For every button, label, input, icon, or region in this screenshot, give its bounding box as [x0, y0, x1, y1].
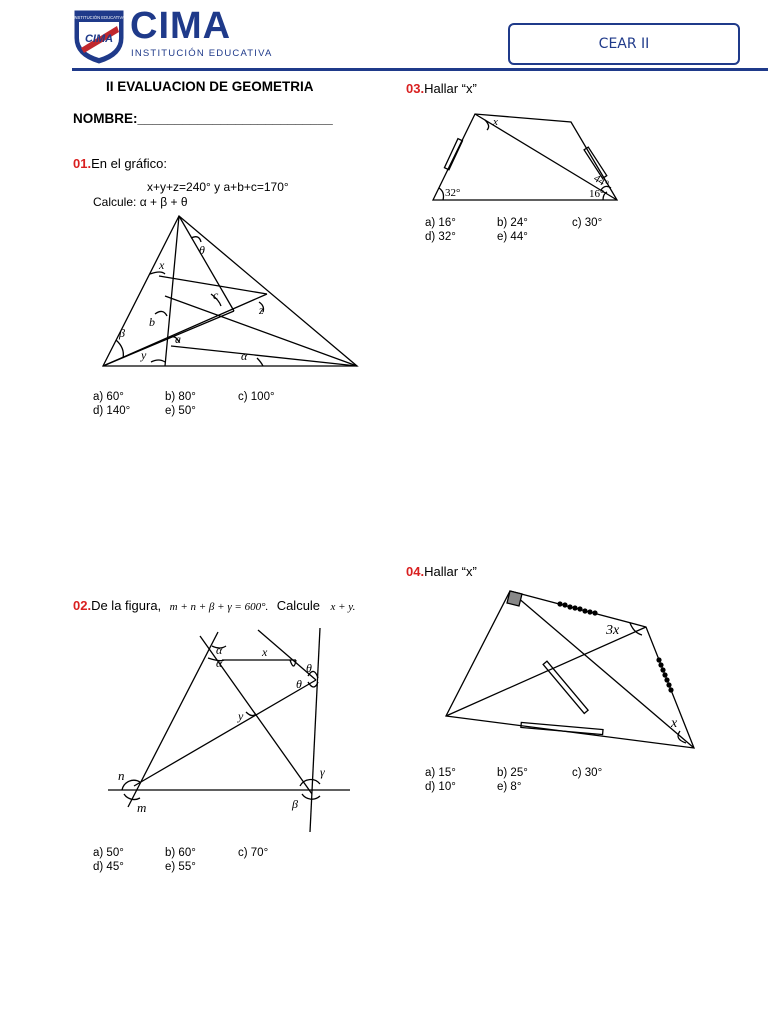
q01-figure	[95, 212, 370, 377]
q02-figure	[100, 622, 360, 840]
option: e) 55°	[165, 861, 196, 873]
congruence-bar	[521, 722, 603, 734]
label-a: a	[175, 332, 181, 346]
option: c) 70°	[238, 847, 269, 859]
option: c) 100°	[238, 391, 275, 403]
question-text: De la figura,	[91, 598, 162, 613]
angle-arc-beta	[116, 340, 123, 358]
label-beta: β	[119, 326, 125, 340]
option: d) 140°	[93, 405, 131, 417]
question-number: 01.	[73, 156, 92, 171]
question-number: 04.	[406, 564, 425, 579]
shield-top-text: INSTITUCIÓN EDUCATIVA	[73, 15, 125, 20]
question-number: 02.	[73, 598, 92, 613]
option: e) 50°	[165, 405, 196, 417]
label-theta: θ	[306, 661, 312, 675]
question-01	[73, 155, 373, 173]
label-x: x	[671, 716, 678, 731]
angle-arc-m	[124, 794, 140, 800]
name-field-label: NOMBRE:__________________________	[73, 111, 333, 126]
option: a) 16°	[425, 217, 456, 229]
cevian	[179, 216, 234, 311]
q02-ask-word: Calcule	[276, 598, 321, 613]
congruence-bar	[543, 661, 588, 713]
option: a) 60°	[93, 391, 124, 403]
option: b) 80°	[165, 391, 196, 403]
option: a) 15°	[425, 767, 456, 779]
label-32: 32°	[445, 187, 461, 199]
option: b) 24°	[497, 217, 528, 229]
label-x: x	[493, 116, 498, 128]
label-y: y	[141, 348, 147, 362]
exam-title: II EVALUACION DE GEOMETRIA	[106, 79, 314, 94]
label-alpha: α	[216, 656, 223, 670]
option: d) 32°	[425, 231, 456, 243]
question-text: Hallar “x”	[424, 564, 477, 579]
brand-subtitle: INSTITUCIÓN EDUCATIVA	[131, 48, 273, 59]
angle-arc-y	[151, 360, 165, 362]
q03-figure	[425, 108, 625, 208]
option: d) 45°	[93, 861, 124, 873]
congruence-mark	[444, 139, 462, 170]
label-y: y	[238, 709, 244, 723]
label-x: x	[159, 258, 165, 272]
label-z: z	[259, 303, 264, 317]
q04-figure	[438, 585, 700, 753]
angle-arc-alpha	[257, 358, 263, 366]
option: a) 50°	[93, 847, 124, 859]
line-left	[128, 632, 218, 807]
question-02	[73, 597, 403, 615]
option: c) 30°	[572, 767, 603, 779]
label-theta: θ	[296, 677, 302, 691]
line-right	[310, 628, 320, 832]
question-number: 03.	[406, 81, 425, 96]
diagonal	[446, 627, 646, 716]
label-c: c	[213, 288, 219, 302]
label-gamma: γ	[320, 765, 325, 779]
main-triangle	[103, 216, 357, 366]
quadrilateral	[446, 591, 694, 748]
label-n: n	[118, 768, 125, 783]
angle-arc-32	[439, 188, 444, 200]
label-16: 16°	[589, 188, 605, 200]
option: b) 60°	[165, 847, 196, 859]
question-04	[406, 563, 477, 581]
right-angle-mark	[507, 591, 522, 606]
option: c) 30°	[572, 217, 603, 229]
exam-code-box	[508, 23, 740, 65]
label-theta: θ	[199, 243, 205, 257]
label-x: x	[262, 645, 268, 659]
brand-name: CIMA	[130, 5, 232, 47]
header	[0, 0, 768, 75]
angle-arc-b	[155, 311, 167, 316]
shield-text: CIMA	[84, 33, 114, 45]
label-44: 44°	[591, 172, 611, 191]
header-rule	[72, 68, 768, 71]
line-diagonal	[134, 680, 316, 786]
exam-code: CEAR II	[598, 36, 650, 52]
q02-given: m + n + β + γ = 600°.	[169, 601, 269, 613]
school-shield-logo	[72, 8, 126, 64]
q02-ask-expr: x + y.	[330, 601, 356, 613]
option: d) 10°	[425, 781, 456, 793]
option: b) 25°	[497, 767, 528, 779]
option: e) 8°	[497, 781, 522, 793]
label-alpha: α	[216, 643, 223, 657]
question-text: En el gráfico:	[91, 156, 167, 171]
question-text: Hallar “x”	[424, 81, 477, 96]
angle-arc-x	[150, 272, 165, 274]
label-3x: 3x	[606, 623, 620, 638]
label-alpha: α	[241, 349, 248, 363]
question-03	[406, 80, 477, 98]
option: e) 44°	[497, 231, 528, 243]
q01-given: x+y+z=240° y a+b+c=170°	[147, 180, 289, 194]
q01-ask: Calcule: α + β + θ	[93, 195, 188, 209]
label-b: b	[149, 315, 155, 329]
label-m: m	[137, 800, 147, 815]
label-beta: β	[292, 797, 298, 811]
